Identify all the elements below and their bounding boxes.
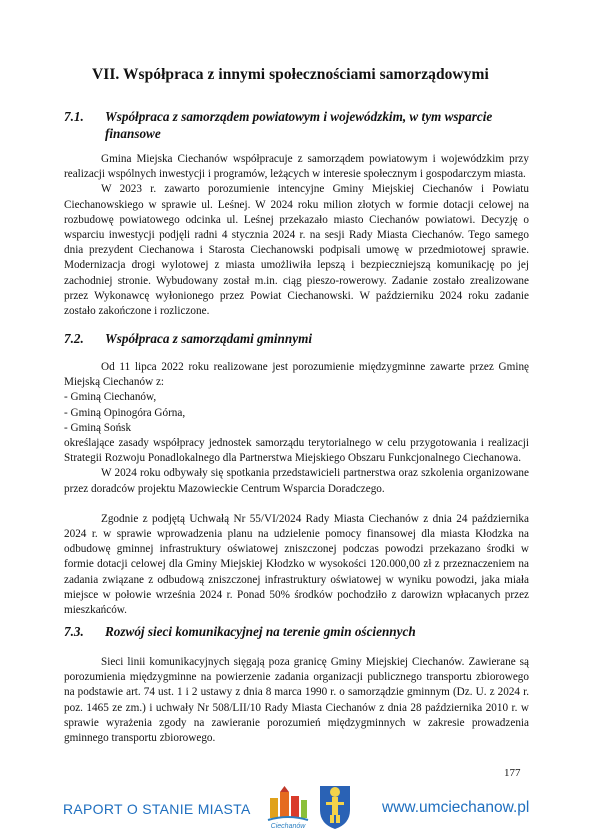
paragraph: Zgodnie z podjętą Uchwałą Nr 55/VI/2024 Rady Miasta Ciechanów z dnia 24 października 2024 r. w sprawie wprowadzenia planu na udzielenie pomocy finansowej dla miasta Kłodzka na odbudowę gminnej infrastruktury oświatowej zniszczonej podczas powodzi przekazano środki w formie dotacji celowej dla Gminy Miejskiej Kłodzko w wysokości 120.000,00 zł z przeznaczeniem na zadania związane z odbudową zniszczonej infrastruktury oświatowej w wyniku powodzi, jaka miała miejsce w połowie września 2024 r. Ponad 50% środków pochodziło z darowizn wpłacanych przez mieszkańców. [64, 512, 529, 617]
list-item: - Gminą Ciechanów, [64, 391, 157, 404]
paragraph: W 2024 roku odbywały się spotkania przedstawicieli partnerstwa oraz szkolenia organizowane przez doradców projektu Mazowieckie Centrum Wsparcia Doradczego. [64, 467, 529, 495]
section-heading-7-3 [64, 623, 524, 640]
section-heading-7-2 [64, 330, 524, 347]
footer-title: RAPORT O STANIE MIASTA [63, 801, 251, 817]
section-number: 7.1. [64, 109, 84, 124]
paragraph: Gmina Miejska Ciechanów współpracuje z samorządem powiatowym i wojewódzkim przy realizacji wspólnych inwestycji i programów, leżących w interesie społecznym i gospodarczym miasta. [64, 153, 529, 181]
section-heading-7-1 [64, 108, 524, 142]
paragraph: określające zasady współpracy jednostek samorządu terytorialnego w celu przygotowania i realizacji Strategii Rozwoju Ponadlokalnego dla Partnerstwa Miejskiego Obszaru Funkcjonalnego Ciechanowa. [64, 437, 529, 465]
list-item: - Gminą Opinogóra Górna, [64, 406, 186, 419]
paragraph: Sieci linii komunikacyjnych sięgają poza granicę Gminy Miejskiej Ciechanów. Zawierane są porozumienia międzygminne na powierzenie zadania organizacji publicznego transportu zbiorowego na podstawie art. 74 ust. 1 i 2 ustawy z dnia 8 marca 1990 r. o samorządzie gminnym (Dz. U. z 2024 r. poz. 1465 ze zm.) i uchwały Nr 508/LII/10 Rady Miasta Ciechanów z dnia 28 października 2010 r. w sprawie wyrażenia zgody na zawieranie porozumień międzygminnych w zakresie prowadzenia gminnego transportu zbiorowego. [64, 656, 529, 745]
section-title: Współpraca z samorządem powiatowym i wojewódzkim, w tym wsparcie [105, 109, 493, 124]
footer-url-link[interactable]: www.umciechanow.pl [382, 799, 530, 816]
page-footer [0, 778, 594, 834]
list-item: - Gminą Sońsk [64, 421, 132, 434]
logo-text: Ciechanów [270, 823, 306, 830]
section-title: Współpraca z samorządami gminnymi [105, 331, 313, 346]
city-crest-icon [318, 782, 352, 830]
section-body-7-2 [64, 360, 529, 618]
chapter-title: VII. Współpraca z innymi społecznościami samorządowymi [92, 66, 489, 83]
paragraph: Od 11 lipca 2022 roku realizowane jest porozumienie międzygminne zawarte przez Gminę Miejską Ciechanów z: [64, 361, 529, 389]
section-number: 7.2. [64, 331, 84, 346]
section-body-7-3 [64, 655, 529, 746]
page-number: 177 [504, 767, 521, 779]
section-body-7-1 [64, 152, 529, 319]
city-logo-icon [264, 784, 312, 830]
section-number: 7.3. [64, 624, 84, 639]
section-title-cont: finansowe [105, 126, 161, 141]
section-title: Rozwój sieci komunikacyjnej na terenie gmin ościennych [105, 624, 416, 639]
spacer [64, 497, 529, 512]
paragraph: W 2023 r. zawarto porozumienie intencyjne Gminy Miejskiej Ciechanów i Powiatu Ciechanowskiego w sprawie ul. Leśnej. W 2024 roku milion złotych w formie dotacji celowej na rozbudowę powiatowego odcinka ul. Leśnej przekazało miasto Ciechanów powiatowi. Decyzję o wsparciu inwestycji podjęli radni 4 stycznia 2024 r. na sesji Rady Miasta Ciechanów. Tego samego dnia prezydent Ciechanowa i Starosta Ciechanowski podpisali umowę w przedmiotowej sprawie. Modernizacja drogi wylotowej z miasta umożliwiła lepszą i bezpieczniejszą komunikację po jej zachodniej stronie. Wybudowany został m.in. ciąg pieszo-rowerowy. Zadanie zostało zrealizowane przez Wykonawcę wyłonionego przez Powiat Ciechanowski. W październiku 2024 roku zadanie zostało zakończone i rozliczone. [64, 183, 529, 318]
